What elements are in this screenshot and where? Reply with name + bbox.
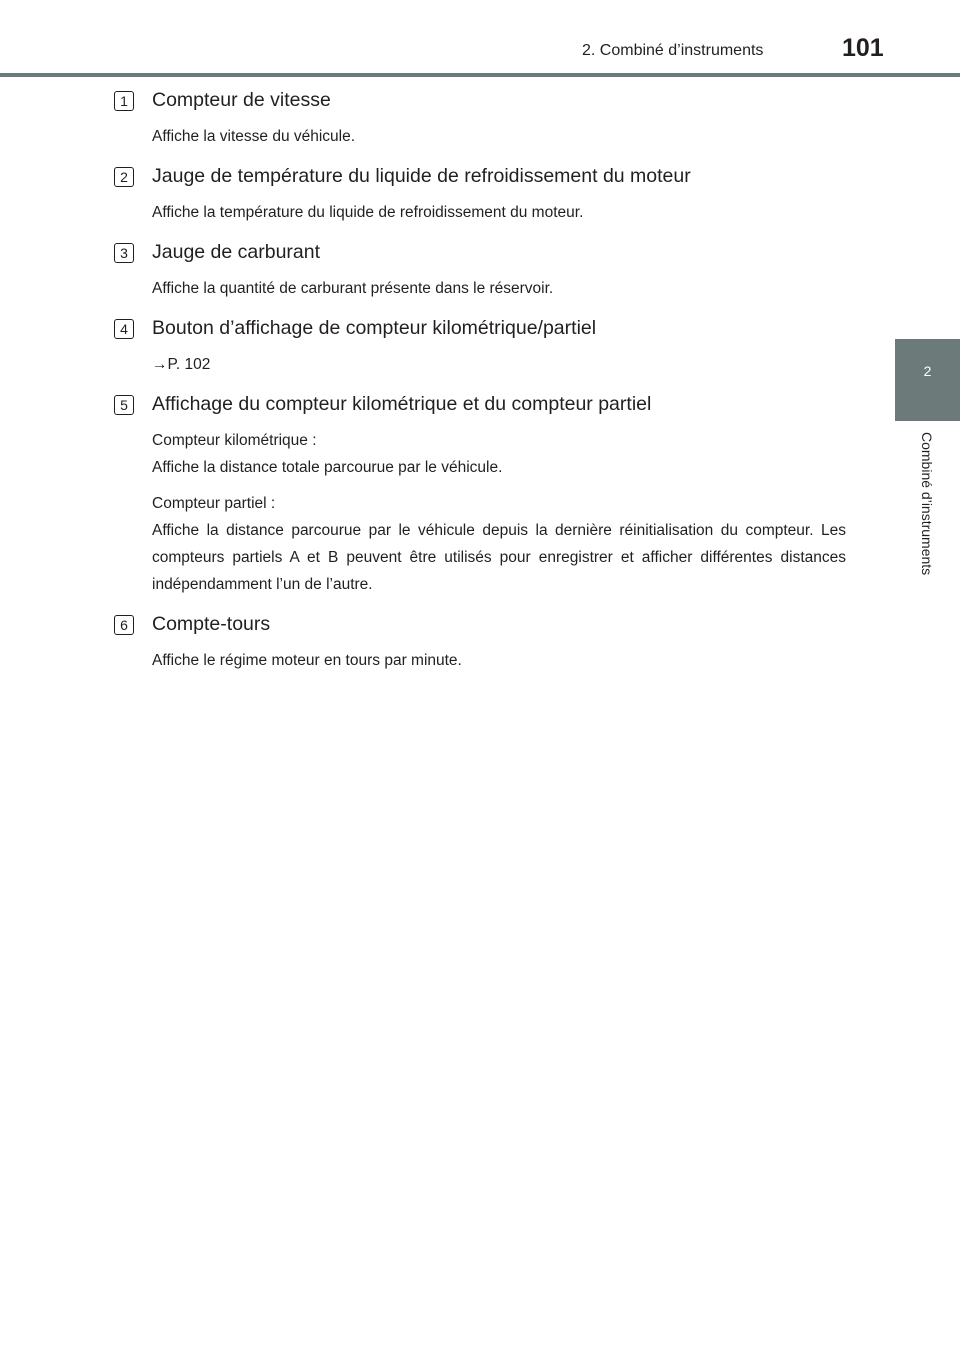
list-item: [114, 163, 846, 226]
chapter-side-label: [917, 432, 937, 614]
item-description: Affiche la température du liquide de refroidissement du moteur.: [152, 204, 584, 221]
chapter-tab: [895, 339, 960, 421]
item-list: [114, 87, 846, 674]
item-subheading: Compteur kilométrique :: [152, 432, 317, 449]
item-title: Jauge de température du liquide de refroidissement du moteur: [152, 165, 691, 187]
page-number: 101: [842, 34, 884, 62]
list-item: [114, 239, 846, 302]
item-title: Bouton d’affichage de compteur kilométrique/partiel: [152, 317, 597, 339]
list-item: [114, 315, 846, 378]
page-reference-link[interactable]: →P. 102: [152, 356, 211, 373]
item-title: Compte-tours: [152, 613, 271, 635]
chapter-tab-number: 2: [923, 363, 932, 379]
chapter-side-label-text: Combiné d’instruments: [919, 432, 935, 576]
item-title: Jauge de carburant: [152, 241, 321, 263]
item-description: Affiche le régime moteur en tours par minute.: [152, 652, 462, 669]
chapter-title: 2. Combiné d’instruments: [582, 42, 764, 59]
item-number-badge: 3: [114, 243, 134, 263]
item-number-badge: 1: [114, 91, 134, 111]
item-description: Affiche la quantité de carburant présente dans le réservoir.: [152, 280, 554, 297]
item-description: Affiche la distance totale parcourue par le véhicule.: [152, 459, 503, 476]
item-description: Affiche la distance parcourue par le véhicule depuis la dernière réinitialisation du compteur. Les compteurs partiels A et B peuvent être utilisés pour enregistrer et afficher différentes distances indépendamment l’un de l’autre.: [152, 522, 846, 593]
item-description: Affiche la vitesse du véhicule.: [152, 128, 356, 145]
item-title: Affichage du compteur kilométrique et du compteur partiel: [152, 393, 652, 415]
list-item: [114, 611, 846, 674]
list-item: [114, 391, 846, 598]
item-number-badge: 6: [114, 615, 134, 635]
item-subheading: Compteur partiel :: [152, 495, 276, 512]
item-number-badge: 4: [114, 319, 134, 339]
header-rule: [0, 73, 960, 77]
list-item: [114, 87, 846, 150]
item-number-badge: 5: [114, 395, 134, 415]
item-title: Compteur de vitesse: [152, 89, 331, 111]
item-number-badge: 2: [114, 167, 134, 187]
